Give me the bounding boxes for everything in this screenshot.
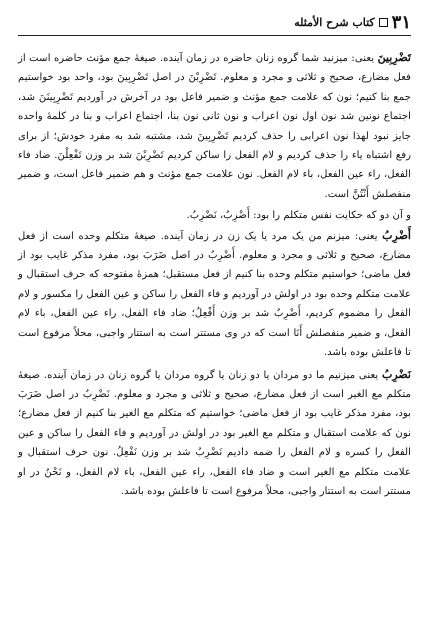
headword: أَضْرِبُ <box>382 228 411 242</box>
square-ornament-icon <box>379 18 388 27</box>
page-header <box>18 12 411 36</box>
headword: تَضْرِبِينَ <box>377 51 411 64</box>
header-right <box>294 12 411 33</box>
paragraph-4 <box>18 365 411 502</box>
page-number: ۳۱ <box>391 11 411 33</box>
paragraph-3 <box>18 226 411 363</box>
paragraph-text: یعنی: میزنم من یک مرد یا یک زن در زمان آینده. صیغهٔ متکلم وحده است از فعل مضارع، صحیح و ثلاثی و مجرد و معلوم. أَضْرِبُ در اصل ضَرَبَ بود، مفرد مذکر غایب بود از فعل ماضی؛ خواستیم متکلم وحده بنا کنیم از فعل مستقبل؛ همزهٔ مفتوحه که حرف استقبال و علامت متکلم وحده بود در اولش در آوردیم و فاء الفعل را ساکن و عین الفعل را مکسور و لام الفعل را مضموم کردیم، أَضْرِبُ شد بر وزن أَفْعِلُ؛ ضاد فاء الفعل، راء عین الفعل، باء لام الفعل، و ضمیر منفصلش أَنَا است که در وی مستتر است به استتار واجبی، محلاً مرفوع است تا فاعلش بوده باشد. <box>18 230 411 359</box>
paragraph-text: یعنی: میزنید شما گروه زنان حاضره در زمان آینده. صیغهٔ جمع مؤنث حاضره است از فعل مضارع، صحیح و ثلاثی و مجرد و معلوم. تَضْرِبْنَ در اصل تَضْرِبِينَ بود، واحد بود خواستیم جمع بنا کنیم؛ نون که علامت جمع مؤنث و ضمیر فاعل بود در آخرش در آوردیم تَضْرِبِينَنَ شد، اجتماع نونین شد نون اول نون اعراب و نون ثانی نون بنا، اجتماع اعراب و بنا در کلمهٔ واحده جایز نبود لهذا نون اعرابی را حذف کردیم تَضْرِبِينَ شد، مشتبه شد به مفرد خودش؛ از برای رفع اشتباه یاء را حذف کردیم و لام الفعل را ساکن کردیم تَضْرِبْنَ شد بر وزن تَفْعِلْنَ. ضاد فاء الفعل، راء عین الفعل، باء لام الفعل. نون علامت جمع مؤنث و هم ضمیر فاعل است، و ضمیر منفصلش أَنْتُنَّ است. <box>18 53 411 200</box>
paragraph-text: و آن دو که حکایت نفس متکلم را بود: أَضْرِبُ، نَضْرِبُ. <box>186 210 411 222</box>
book-title: کتاب شرح الأمثله <box>294 15 375 29</box>
page-body <box>18 48 411 501</box>
paragraph-text: یعنی میزنیم ما دو مردان یا دو زنان یا گروه مردان یا گروه زنان در زمان آینده. صیغهٔ متکلم مع الغیر است از فعل مضارع، صحیح و ثلاثی و مجرد و معلوم. نَضْرِبُ در اصل ضَرَبَ بود، مفرد مذکر غایب بود از فعل ماضی؛ خواستیم که متکلم مع الغیر بنا کنیم از فعل مضارع؛ نون که علامت استقبال و متکلم مع الغیر بود در اولش در آوردیم و فاء الفعل را ساکن و عین الفعل را کسره و لام الفعل را ضمه دادیم نَضْرِبُ شد بر وزن نَفْعِلُ. نون حرف استقبال و علامت متکلم مع الغیر است و ضاد فاء الفعل، راء عین الفعل، باء لام الفعل، و نَحْنُ در او مستتر است به استتار واجبی، محلاً مرفوع است تا فاعلش بوده باشد. <box>18 369 411 497</box>
paragraph-2 <box>18 206 411 225</box>
paragraph-1 <box>18 48 411 204</box>
headword: نَضْرِبُ <box>381 367 411 381</box>
